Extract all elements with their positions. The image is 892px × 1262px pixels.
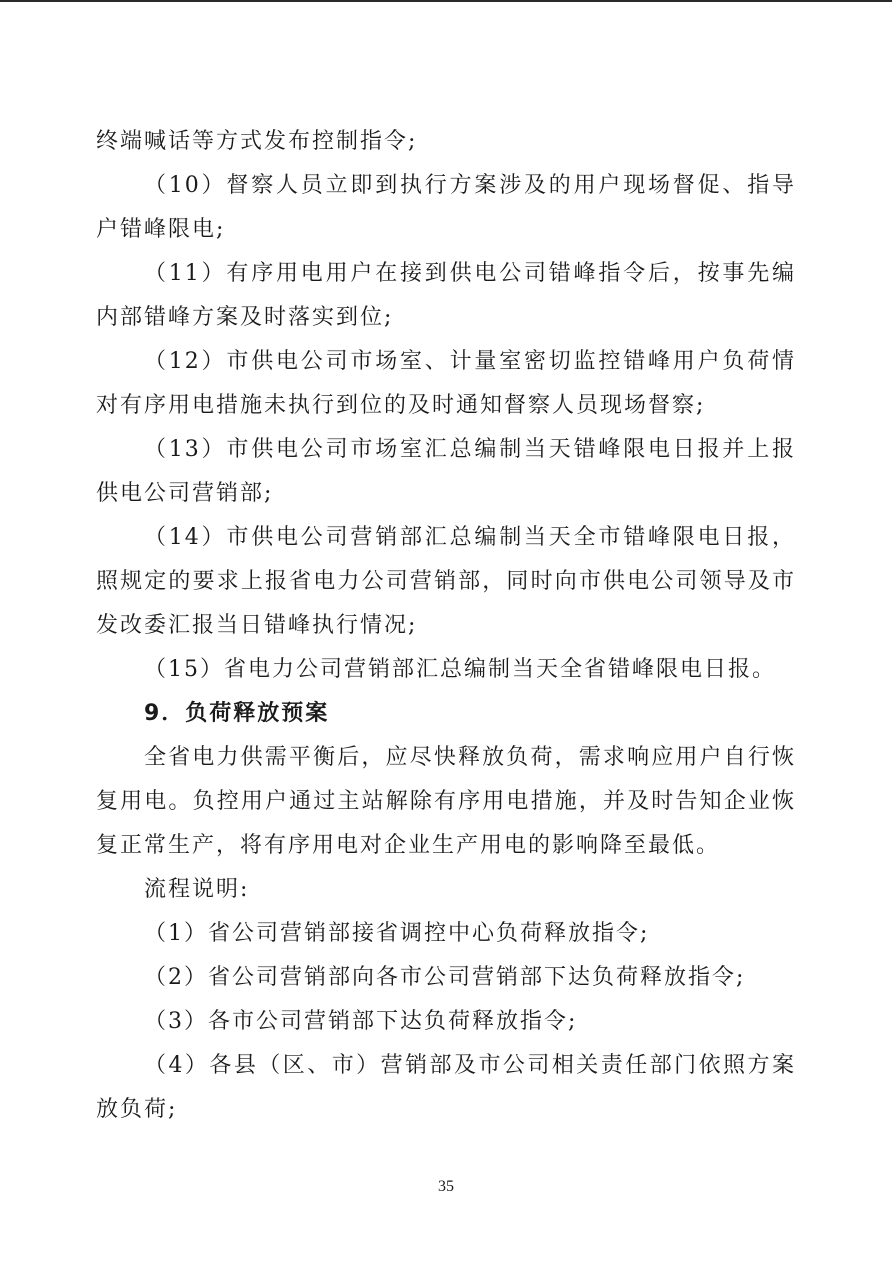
text-line: （11）有序用电用户在接到供电公司错峰指令后，按事先编 [144,261,796,286]
text-line: （3）各市公司营销部下达负荷释放指令; [144,1009,578,1034]
text-line: 流程说明: [144,877,250,902]
section-heading: 9．负荷释放预案 [144,701,330,726]
text-line: 终端喊话等方式发布控制指令; [96,129,418,154]
document-body [96,120,796,1132]
text-line: （1）省公司营销部接省调控中心负荷释放指令; [144,921,650,946]
page-number: 35 [438,1178,454,1195]
text-line: （4）各县（区、市）营销部及市公司相关责任部门依照方案 [144,1053,796,1078]
text-line: 照规定的要求上报省电力公司营销部，同时向市供电公司领导及市 [96,569,796,594]
text-line: 户错峰限电; [96,217,226,242]
text-line: （14）市供电公司营销部汇总编制当天全市错峰限电日报， [144,525,796,550]
text-line: 全省电力供需平衡后，应尽快释放负荷，需求响应用户自行恢 [144,745,796,770]
text-line: 对有序用电措施未执行到位的及时通知督察人员现场督察; [96,393,706,418]
text-line: 供电公司营销部; [96,481,274,506]
page-top-border [0,0,892,2]
text-line: 复正常生产，将有序用电对企业生产用电的影响降至最低。 [96,833,721,858]
text-line: （10）督察人员立即到执行方案涉及的用户现场督促、指导 [144,173,796,198]
text-line: 发改委汇报当日错峰执行情况; [96,613,418,638]
text-line: 内部错峰方案及时落实到位; [96,305,394,330]
text-line: 复用电。负控用户通过主站解除有序用电措施，并及时告知企业恢 [96,789,796,814]
text-line: （13）市供电公司市场室汇总编制当天错峰限电日报并上报 [144,437,796,462]
text-line: （15）省电力公司营销部汇总编制当天全省错峰限电日报。 [144,657,776,682]
text-line: （2）省公司营销部向各市公司营销部下达负荷释放指令; [144,965,746,990]
text-line: （12）市供电公司市场室、计量室密切监控错峰用户负荷情 [144,349,796,374]
text-line: 放负荷; [96,1097,178,1122]
